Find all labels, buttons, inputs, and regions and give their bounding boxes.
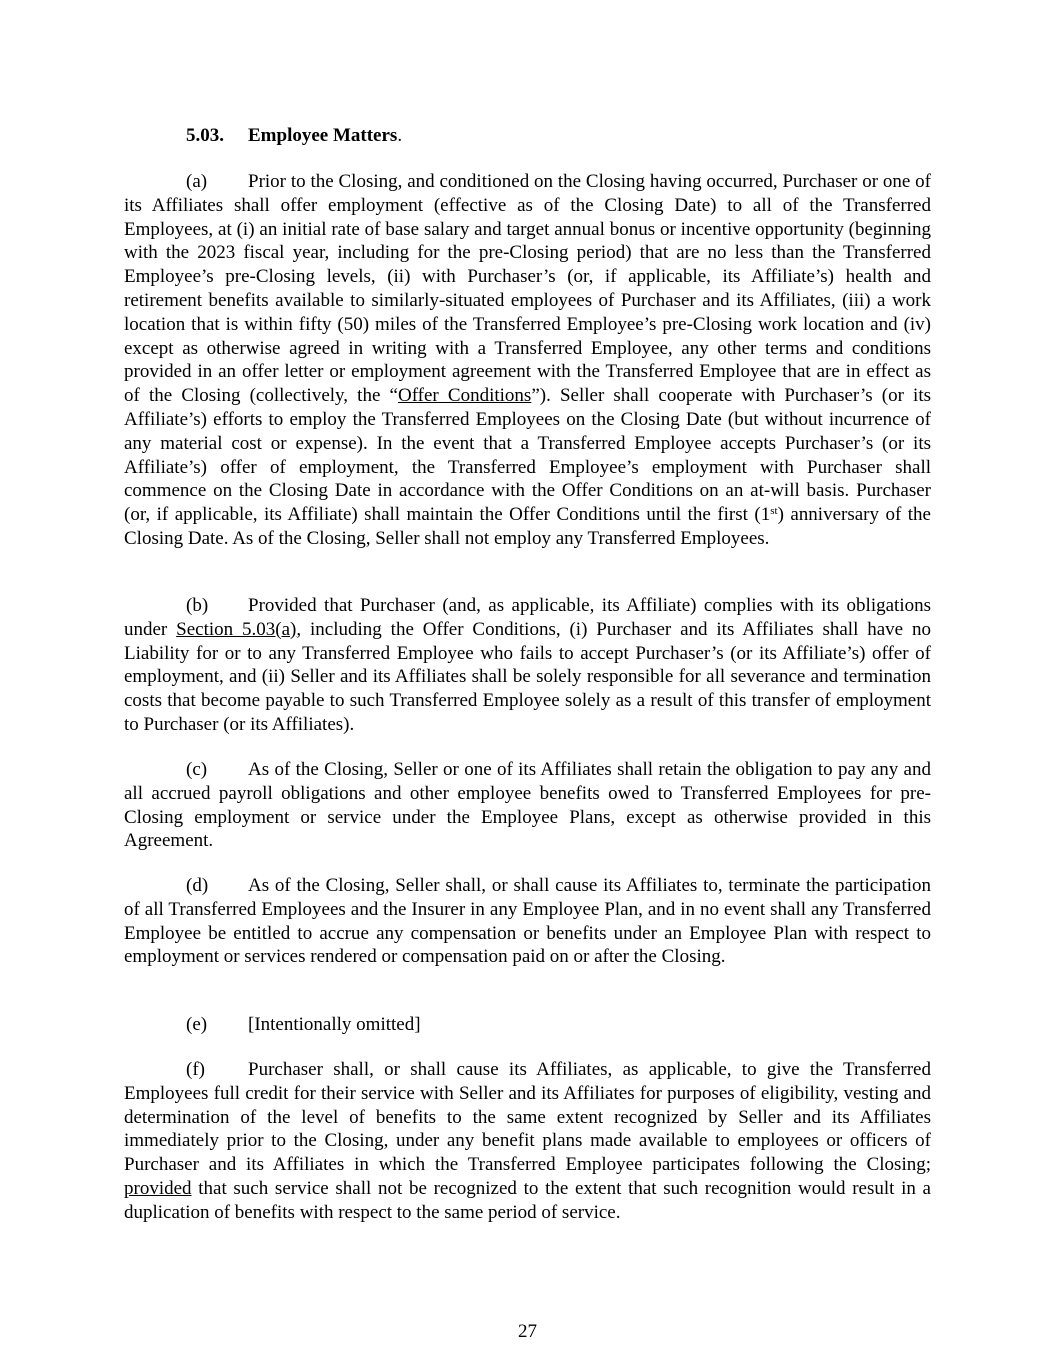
paragraph-text: Prior to the Closing, and conditioned on the Closing having occurred, Purchaser or one of its Affiliates shall offer employment (effective as of the Closing Date) to all of the Transferred Employees, at (i) an initial rate of base salary and target annual bonus or incentive opportunity (beginning with the 2023 fiscal year, including for the pre-Closing period) that are no less than the Transferred Employee’s pre-Closing levels, (ii) with Purchaser’s (or, if applicable, its Affiliate’s) health and retirement benefits available to similarly-situated employees of Purchaser and its Affiliates, (iii) a work location that is within fifty (50) miles of the Transferred Employee’s pre-Closing work location and (iv) except as otherwise agreed in writing with a Transferred Employee, any other terms and conditions provided in an offer letter or employment agreement with the Transferred Employee that are in effect as of the Closing (collectively, the “	[124, 171, 931, 407]
paragraph-label: (a)	[186, 171, 208, 192]
paragraph-text: As of the Closing, Seller shall, or shall cause its Affiliates to, terminate the participation of all Transferred Employees and the Insurer in any Employee Plan, and in no event shall any Transferred Employee be entitled to accrue any compensation or benefits under an Employee Plan with respect to employment or services rendered or compensation paid on or after the Closing.	[124, 875, 931, 968]
paragraph-text: ”). Seller shall cooperate with Purchaser’s (or its Affiliate’s) efforts to employ the Transferred Employees on the Closing Date (but without incurrence of any material cost or expense). In the event that a Transferred Employee accepts Purchaser’s (or its Affiliate’s) offer of employment, the Transferred Employee’s employment with Purchaser shall commence on the Closing Date in accordance with the Offer Conditions on an at-will basis. Purchaser (or, if applicable, its Affiliate) shall maintain the Offer Conditions until the first (1	[124, 385, 932, 526]
paragraph-text: that such service shall not be recognized to the extent that such recognition would result in a duplication of benefits with respect to the same period of service.	[124, 1177, 931, 1223]
page-number: 27	[518, 1321, 537, 1342]
section-title-period: .	[397, 125, 403, 146]
section-title: Employee Matters	[248, 125, 398, 146]
paragraph-a	[124, 170, 931, 551]
paragraph-label: (c)	[186, 759, 208, 780]
proviso-term: provided	[124, 1177, 192, 1199]
paragraph-label: (b)	[186, 595, 209, 616]
paragraph-label: (e)	[186, 1014, 208, 1035]
section-heading	[186, 124, 402, 148]
section-reference-link[interactable]: Section 5.03(a)	[176, 618, 297, 640]
paragraph-f	[124, 1058, 931, 1225]
ordinal-superscript: st	[770, 505, 778, 518]
paragraph-c	[124, 758, 931, 853]
paragraph-e	[124, 1013, 931, 1037]
paragraph-text: As of the Closing, Seller or one of its Affiliates shall retain the obligation to pay any and all accrued payroll obligations and other employee benefits owed to Transferred Employees for pre-Closing employment or service under the Employee Plans, except as otherwise provided in this Agreement.	[124, 759, 931, 852]
paragraph-label: (d)	[186, 875, 209, 896]
paragraph-text: Purchaser shall, or shall cause its Affiliates, as applicable, to give the Transferred Employees full credit for their service with Seller and its Affiliates for purposes of eligibility, vesting and determination of the level of benefits to the same extent recognized by Seller and its Affiliates immediately prior to the Closing, under any benefit plans made available to employees or officers of Purchaser and its Affiliates in which the Transferred Employee participates following the Closing;	[124, 1059, 931, 1176]
defined-term-offer-conditions: Offer Conditions	[397, 385, 532, 407]
paragraph-d	[124, 874, 931, 969]
paragraph-text: [Intentionally omitted]	[248, 1014, 421, 1035]
paragraph-text: ) anniversary of the Closing Date. As of the Closing, Seller shall not employ any Transferred Employees.	[124, 504, 931, 549]
paragraph-b	[124, 594, 931, 737]
section-number: 5.03.	[186, 125, 224, 146]
paragraph-label: (f)	[186, 1059, 205, 1080]
paragraph-text: Provided that Purchaser (and, as applicable, its Affiliate) complies with its obligations under	[124, 595, 931, 640]
paragraph-text: , including the Offer Conditions, (i) Purchaser and its Affiliates shall have no Liability for or to any Transferred Employee who fails to accept Purchaser’s (or its Affiliate’s) offer of employment, and (ii) Seller and its Affiliates shall be solely responsible for all severance and termination costs that become payable to such Transferred Employee solely as a result of this transfer of employment to Purchaser (or its Affiliates).	[124, 618, 932, 735]
